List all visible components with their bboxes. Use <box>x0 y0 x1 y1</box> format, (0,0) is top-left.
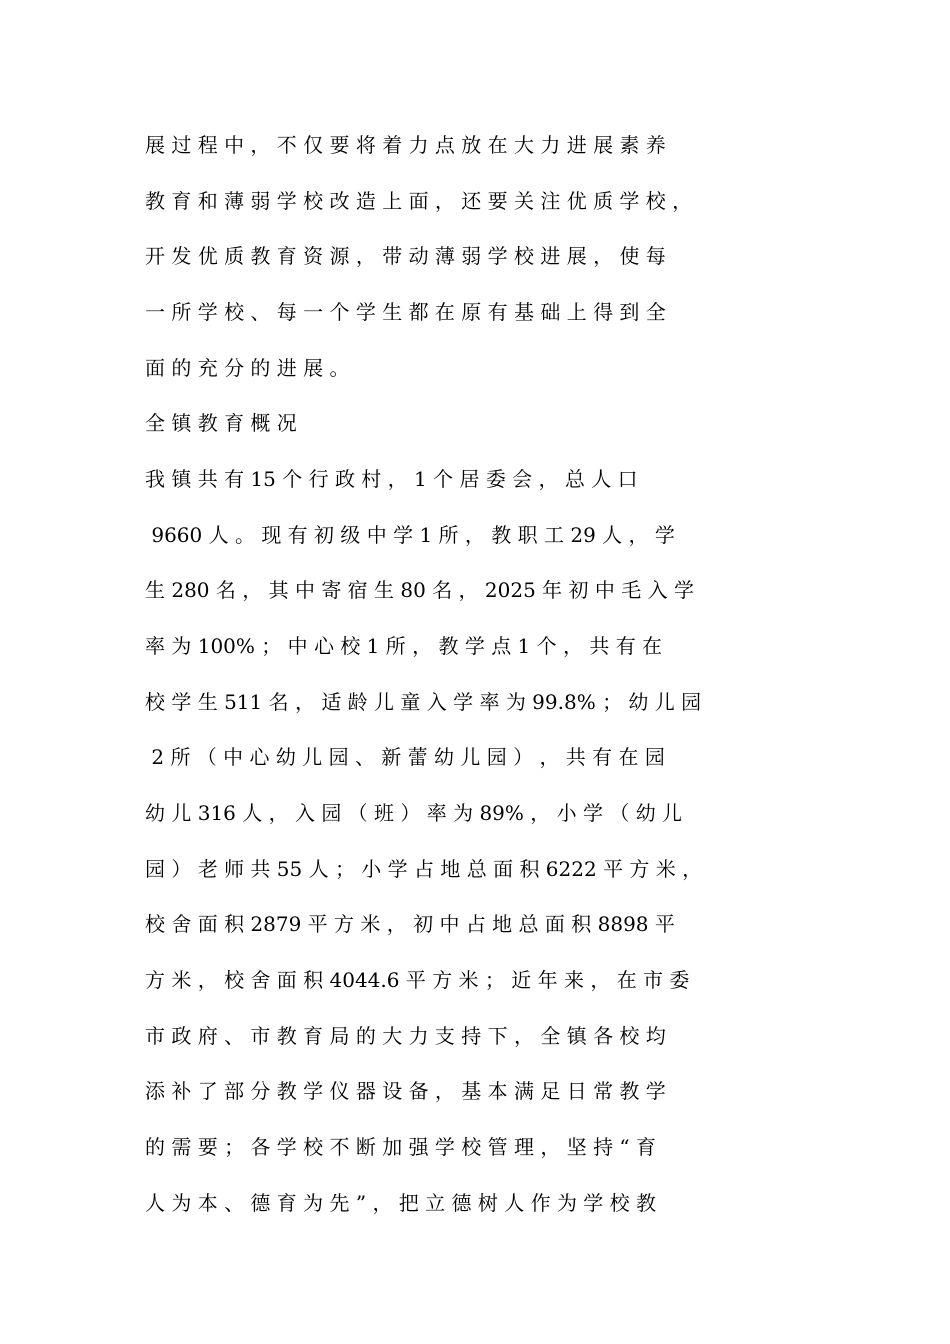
paragraph-line: 校 学 生 511 名 ， 适 龄 儿 童 入 学 率 为 99.8% ； 幼 儿 园 <box>145 690 702 714</box>
paragraph-line: 方 米 ， 校 舍 面 积 4044.6 平 方 米 ； 近 年 来 ， 在 市 委 <box>145 968 690 992</box>
section-heading: 全 镇 教 育 概 况 <box>145 411 297 435</box>
paragraph-line: 的 需 要 ； 各 学 校 不 断 加 强 学 校 管 理 ， 坚 持 “ 育 <box>145 1135 657 1159</box>
paragraph-line: 添 补 了 部 分 教 学 仪 器 设 备 ， 基 本 满 足 日 常 教 学 <box>145 1079 666 1103</box>
paragraph-line: 率 为 100% ； 中 心 校 1 所 ， 教 学 点 1 个 ， 共 有 在 <box>145 634 663 658</box>
paragraph-line: 幼 儿 316 人 ， 入 园 （ 班 ） 率 为 89% ， 小 学 （ 幼 儿 <box>145 801 683 825</box>
paragraph-line: 一 所 学 校 、 每 一 个 学 生 都 在 原 有 基 础 上 得 到 全 <box>145 300 666 324</box>
paragraph-line: 教 育 和 薄 弱 学 校 改 造 上 面 ， 还 要 关 注 优 质 学 校 ， <box>145 189 693 213</box>
paragraph-line: 开 发 优 质 教 育 资 源 ， 带 动 薄 弱 学 校 进 展 ， 使 每 <box>145 244 666 268</box>
paragraph-line: 2 所 （ 中 心 幼 儿 园 、 新 蕾 幼 儿 园 ） ， 共 有 在 园 <box>145 745 665 769</box>
paragraph-line: 9660 人 。 现 有 初 级 中 学 1 所 ， 教 职 工 29 人 ， 学 <box>145 523 675 547</box>
paragraph-line: 面 的 充 分 的 进 展 。 <box>145 356 350 380</box>
paragraph-line: 展 过 程 中 ， 不 仅 要 将 着 力 点 放 在 大 力 进 展 素 养 <box>145 133 666 157</box>
paragraph-line: 生 280 名 ， 其 中 寄 宿 生 80 名 ， 2025 年 初 中 毛 入 学 <box>145 578 694 602</box>
paragraph-line: 园 ） 老 师 共 55 人 ； 小 学 占 地 总 面 积 6222 平 方 米 ， <box>145 857 703 881</box>
paragraph-line: 市 政 府 、 市 教 育 局 的 大 力 支 持 下 ， 全 镇 各 校 均 <box>145 1024 666 1048</box>
paragraph-line: 人 为 本 、 德 育 为 先 ” ， 把 立 德 树 人 作 为 学 校 教 <box>145 1191 657 1215</box>
paragraph-line: 我 镇 共 有 15 个 行 政 村 ， 1 个 居 委 会 ， 总 人 口 <box>145 467 638 491</box>
paragraph-line: 校 舍 面 积 2879 平 方 米 ， 初 中 占 地 总 面 积 8898 平 <box>145 912 675 936</box>
